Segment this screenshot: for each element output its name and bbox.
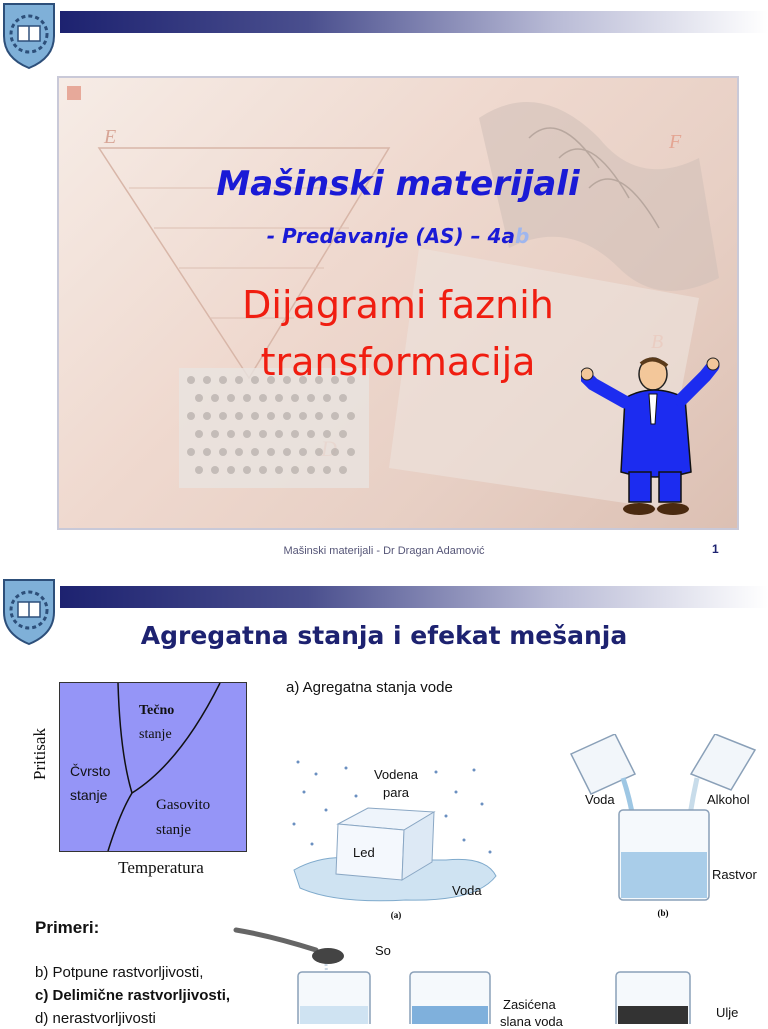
water-vapor-label: Vodena	[373, 767, 419, 782]
water-label-a: Voda	[452, 883, 482, 898]
alcohol-label: Alkohol	[707, 792, 750, 807]
ice-label: Led	[353, 845, 375, 860]
water-vapor-label-2: para	[382, 785, 410, 800]
solid-label: Čvrsto	[70, 763, 111, 779]
slide-footer: Mašinski materijali - Dr Dragan Adamović	[283, 545, 485, 557]
course-title: Mašinski materijali	[216, 164, 580, 204]
liquid-label: Tečno	[139, 703, 175, 718]
liquid-state-label: stanje	[139, 727, 172, 742]
lecture-subtitle	[59, 224, 737, 248]
main-title-line-1: Dijagrami faznih	[242, 283, 554, 327]
example-b-text: b) Potpune rastvorljivosti,	[35, 964, 204, 981]
title-slide-hero	[57, 76, 739, 530]
header-gradient-bar	[60, 11, 768, 33]
examples-heading: Primeri:	[35, 918, 100, 937]
figure-a-caption: (a)	[390, 910, 402, 920]
saturated-label: Zasićena	[503, 997, 556, 1012]
pressure-axis-label: Pritisak	[30, 728, 49, 780]
mixing-beaker-illustration	[565, 734, 765, 924]
lecture-subtitle-text: - Predavanje (AS) – 4a	[266, 224, 515, 248]
university-shield-logo	[0, 0, 58, 70]
gas-label: Gasovito	[156, 797, 211, 813]
page-number: 1	[712, 542, 719, 556]
figure-b-caption: (b)	[657, 908, 669, 918]
cartoon-professor-figure	[581, 354, 721, 519]
water-label-b: Voda	[585, 792, 615, 807]
svg-text:E: E	[104, 126, 117, 148]
slide-2-title: Agregatna stanja i efekat mešanja	[140, 621, 628, 650]
example-c-text: c) Delimične rastvorljivosti,	[35, 987, 231, 1004]
example-d-text: d) nerastvorljivosti	[35, 1010, 156, 1027]
svg-text:F: F	[669, 131, 682, 153]
water-phase-diagram	[59, 682, 247, 852]
main-title-line-2: transformacija	[260, 340, 536, 384]
section-a-heading: a) Agregatna stanja vode	[286, 679, 453, 696]
header-gradient-bar-2	[60, 586, 768, 608]
oil-label: Ulje	[716, 1005, 739, 1020]
lecture-subtitle-suffix: b	[514, 224, 530, 248]
solution-label: Rastvor	[712, 867, 757, 882]
gas-state-label: stanje	[156, 822, 191, 838]
solid-state-label: stanje	[70, 787, 108, 803]
solubility-beakers-illustration	[232, 922, 768, 1024]
salt-label: So	[375, 943, 391, 958]
saturated-label-2: slana voda	[500, 1014, 563, 1029]
temperature-axis-label: Temperatura	[118, 858, 204, 877]
